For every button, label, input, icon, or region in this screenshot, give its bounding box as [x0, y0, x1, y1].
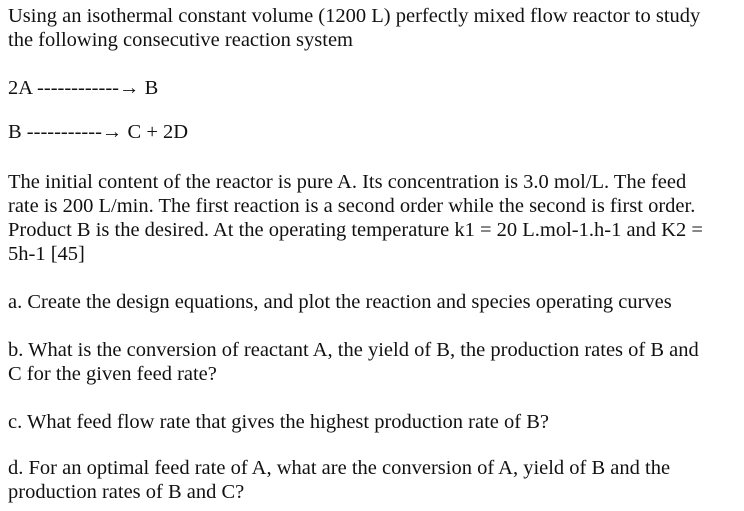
- intro-paragraph: [8, 4, 738, 52]
- description-line-2: rate is 200 L/min. The first reaction is a second order while the second is first order.: [8, 195, 696, 217]
- question-c-text: c. What feed flow rate that gives the highest production rate of B?: [8, 411, 549, 433]
- reaction-2-text: B -----------→ C + 2D: [8, 121, 189, 143]
- description-line-1: The initial content of the reactor is pure A. Its concentration is 3.0 mol/L. The feed: [8, 171, 687, 193]
- reaction-1: [8, 76, 738, 100]
- intro-line-2: the following consecutive reaction system: [8, 29, 353, 51]
- question-c: [8, 410, 738, 434]
- description-line-3: Product B is the desired. At the operating temperature k1 = 20 L.mol-1.h-1 and K2 =: [8, 219, 703, 241]
- question-b-line-1: b. What is the conversion of reactant A, the yield of B, the production rates of B and: [8, 339, 699, 361]
- question-b-line-2: C for the given feed rate?: [8, 363, 217, 385]
- question-d-line-1: d. For an optimal feed rate of A, what are the conversion of A, yield of B and the: [8, 457, 671, 479]
- question-d-line-2: production rates of B and C?: [8, 481, 245, 503]
- question-a: [8, 290, 738, 314]
- question-b: [8, 338, 738, 386]
- description-paragraph: [8, 170, 738, 266]
- description-line-4: 5h-1 [45]: [8, 243, 85, 265]
- reaction-1-text: 2A ------------→ B: [8, 77, 159, 99]
- intro-line-1: Using an isothermal constant volume (1200 L) perfectly mixed flow reactor to study: [8, 5, 701, 27]
- reaction-2: [8, 120, 738, 144]
- question-d: [8, 456, 738, 504]
- question-a-text: a. Create the design equations, and plot the reaction and species operating curves: [8, 291, 672, 313]
